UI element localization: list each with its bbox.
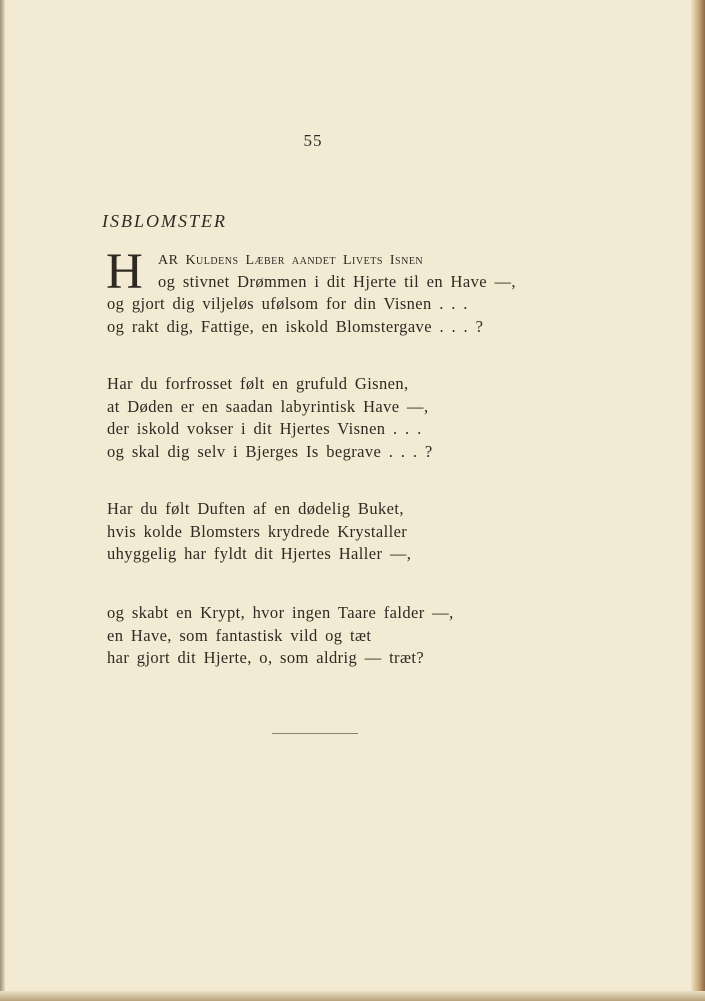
poem-title: ISBLOMSTER	[102, 211, 227, 231]
poem-line: at Døden er en saadan labyrintisk Have —,	[107, 396, 429, 416]
poem-line: og skal dig selv i Bjerges Is begrave . . . ?	[107, 441, 433, 461]
poem-line: og stivnet Drømmen i dit Hjerte til en Have —,	[158, 271, 516, 291]
page-number: 55	[303, 131, 323, 150]
stanza-3	[107, 498, 411, 566]
poem-line: der iskold vokser i dit Hjertes Visnen . . .	[107, 419, 422, 438]
poem-line: Har du følt Duften af en dødelig Buket,	[107, 499, 404, 518]
drop-cap-letter: H	[106, 244, 143, 300]
book-spine-edge	[691, 0, 705, 1001]
poem-line: og rakt dig, Fattige, en iskold Blomstergave . . . ?	[107, 316, 484, 336]
end-rule-divider	[272, 733, 358, 734]
stanza-4	[107, 602, 454, 670]
poem-line: har gjort dit Hjerte, o, som aldrig — træt?	[107, 648, 425, 667]
page-bottom-edge	[0, 991, 705, 1001]
poem-line: uhyggelig har fyldt dit Hjertes Haller —,	[107, 544, 412, 563]
poem-line: Har du forfrosset følt en grufuld Gisnen,	[107, 374, 409, 393]
poem-line: en Have, som fantastisk vild og tæt	[107, 625, 372, 645]
poem-line: hvis kolde Blomsters krydrede Krystaller	[107, 521, 408, 541]
poem-line: og gjort dig viljeløs ufølsom for din Visnen . . .	[107, 294, 468, 313]
poem-line: og skabt en Krypt, hvor ingen Taare falder —,	[107, 603, 454, 622]
poem-line	[107, 248, 516, 271]
poem-line-text: AR Kuldens Læber aandet Livets Isnen	[158, 253, 424, 268]
stanza-1	[106, 244, 516, 338]
stanza-2	[107, 373, 433, 463]
